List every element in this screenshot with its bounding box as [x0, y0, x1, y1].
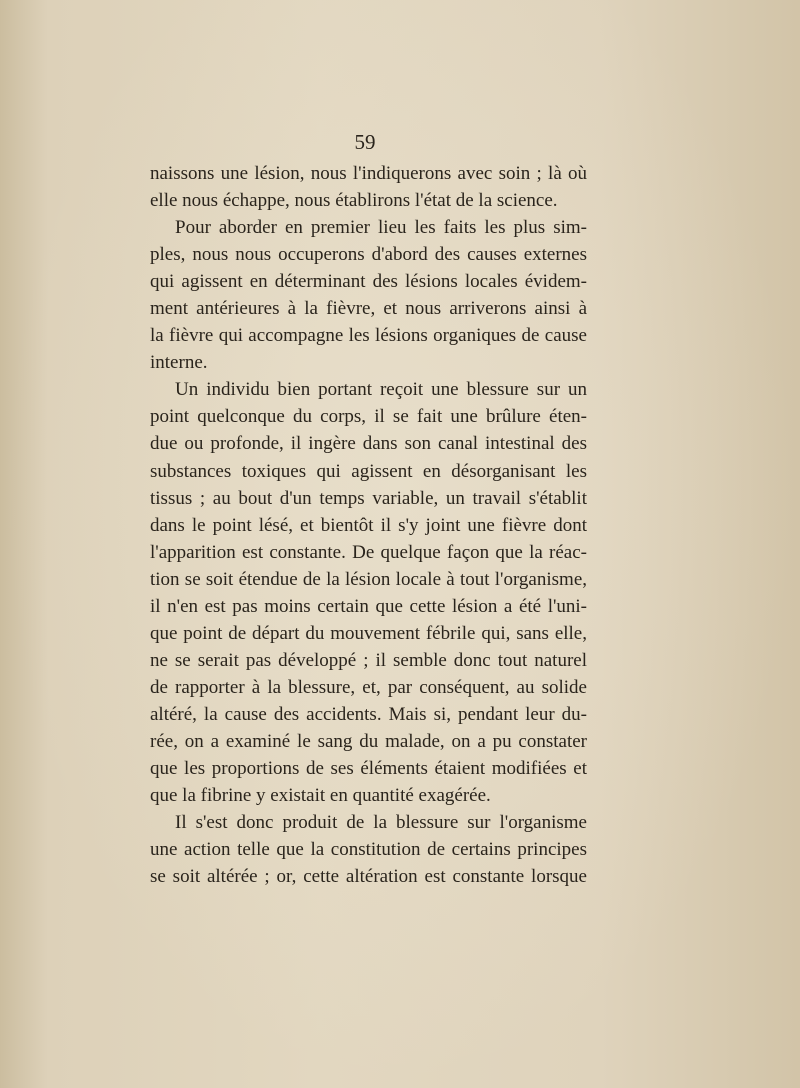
paragraph-first-line: Il s'est donc produit de la blessure sur l'organisme: [175, 812, 587, 834]
text-line: la fièvre qui accompagne les lésions organiques de cause: [150, 325, 587, 347]
text-line: se soit altérée ; or, cette altération est constante lorsque: [150, 866, 587, 888]
text-line: ne se serait pas développé ; il semble donc tout naturel: [150, 649, 587, 671]
text-line: de rapporter à la blessure, et, par conséquent, au solide: [150, 676, 587, 698]
text-line: ment antérieures à la fièvre, et nous arriverons ainsi à: [150, 298, 587, 320]
text-line: substances toxiques qui agissent en désorganisant les: [150, 460, 587, 482]
paragraph-first-line: Pour aborder en premier lieu les faits les plus sim-: [175, 217, 587, 239]
text-line: il n'en est pas moins certain que cette lésion a été l'uni-: [150, 595, 587, 617]
text-line: que la fibrine y existait en quantité exagérée.: [150, 785, 491, 807]
text-line: dans le point lésé, et bientôt il s'y joint une fièvre dont: [150, 514, 587, 536]
text-line: qui agissent en déterminant des lésions locales évidem-: [150, 271, 587, 293]
text-line: ples, nous nous occuperons d'abord des causes externes: [150, 244, 587, 266]
paragraph-first-line: Un individu bien portant reçoit une blessure sur un: [175, 379, 587, 401]
text-line: tion se soit étendue de la lésion locale à tout l'organisme,: [150, 568, 587, 590]
body-text: [150, 160, 587, 890]
text-line: altéré, la cause des accidents. Mais si, pendant leur du-: [150, 703, 587, 725]
text-line: tissus ; au bout d'un temps variable, un travail s'établit: [150, 487, 587, 509]
page-number: 59: [354, 130, 376, 154]
text-line: interne.: [150, 352, 208, 374]
text-line: rée, on a examiné le sang du malade, on a pu constater: [150, 730, 587, 752]
text-line: que les proportions de ses éléments étaient modifiées et: [150, 758, 587, 780]
text-line: l'apparition est constante. De quelque façon que la réac-: [150, 541, 587, 563]
text-line: due ou profonde, il ingère dans son canal intestinal des: [150, 433, 587, 455]
text-line: point quelconque du corps, il se fait une brûlure éten-: [150, 406, 587, 428]
text-line: une action telle que la constitution de certains principes: [150, 839, 587, 861]
text-line: naissons une lésion, nous l'indiquerons avec soin ; là où: [150, 163, 587, 184]
text-line: que point de départ du mouvement fébrile qui, sans elle,: [150, 622, 587, 644]
text-line: elle nous échappe, nous établirons l'état de la science.: [150, 190, 558, 212]
